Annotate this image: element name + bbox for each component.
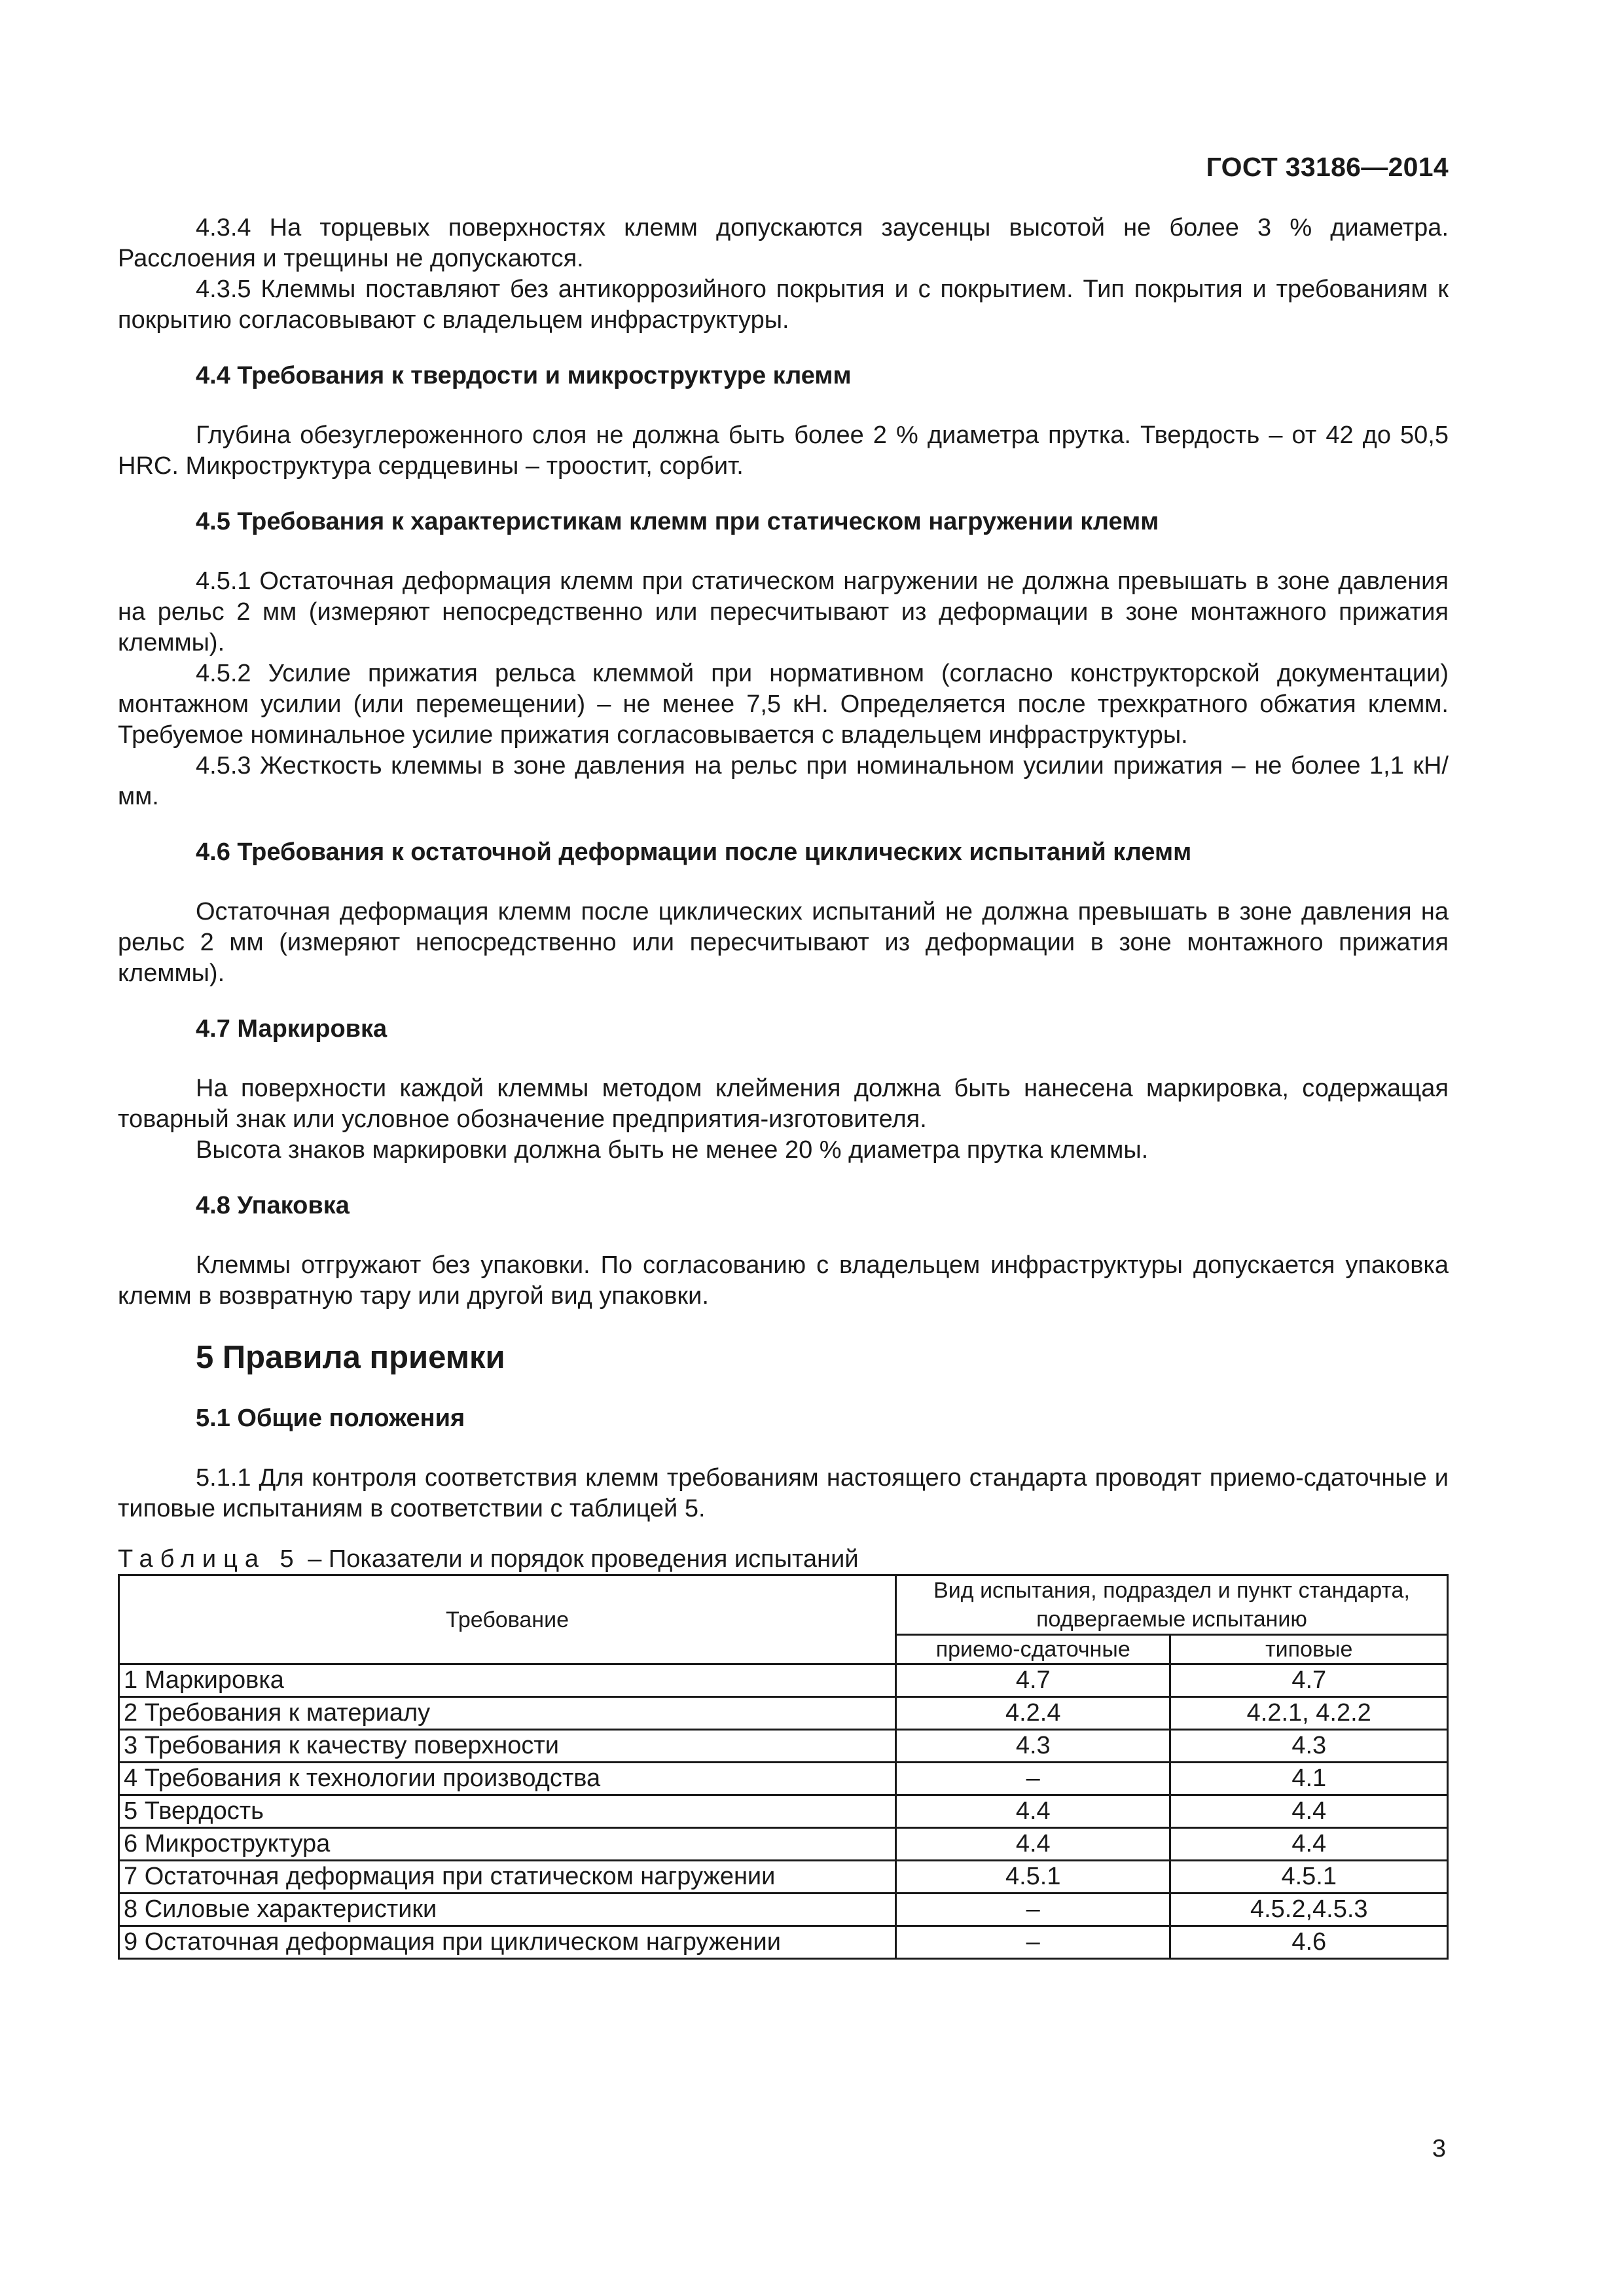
requirement-cell: 2 Требования к материалу xyxy=(119,1697,896,1730)
type-cell: 4.6 xyxy=(1170,1926,1448,1959)
acceptance-cell: 4.4 xyxy=(896,1828,1170,1861)
page-number: 3 xyxy=(1432,2135,1446,2162)
document-body xyxy=(118,213,1449,1960)
header-requirement: Требование xyxy=(119,1575,896,1664)
paragraph: Клеммы отгружают без упаковки. По согласованию с владельцем инфраструктуры допускается упаковка клемм в возвратную тару или другой вид упаковки. xyxy=(118,1251,1449,1310)
paragraph: Глубина обезуглероженного слоя не должна быть более 2 % диаметра прутка. Твердость – от 42 до 50,5 HRC. Микроструктура сердцевины – троостит, сорбит. xyxy=(118,422,1449,480)
acceptance-cell: 4.7 xyxy=(896,1664,1170,1697)
table-row xyxy=(119,1926,1448,1959)
paragraph: 4.5.2 Усилие прижатия рельса клеммой при нормативном (согласно конструкторской документации) монтажном усилии (или перемещении) – не менее 7,5 кН. Определяется после трехкратного обжатия клемм. Требуемое номинальное усилие прижатия согласовывается с владельцем инфраструктуры. xyxy=(118,660,1449,749)
acceptance-cell: – xyxy=(896,1893,1170,1926)
requirement-cell: 8 Силовые характеристики xyxy=(119,1893,896,1926)
requirement-cell: 5 Твердость xyxy=(119,1795,896,1828)
requirement-cell: 6 Микроструктура xyxy=(119,1828,896,1861)
table-row xyxy=(119,1763,1448,1795)
table-row xyxy=(119,1893,1448,1926)
acceptance-cell: 4.4 xyxy=(896,1795,1170,1828)
table-body xyxy=(119,1664,1448,1959)
acceptance-cell: – xyxy=(896,1926,1170,1959)
table-caption xyxy=(118,1545,1449,1573)
table-row xyxy=(119,1730,1448,1763)
type-cell: 4.7 xyxy=(1170,1664,1448,1697)
subsection-heading: 4.6 Требования к остаточной деформации после циклических испытаний клемм xyxy=(196,838,1192,866)
table-header-row xyxy=(119,1575,1448,1635)
type-cell: 4.5.1 xyxy=(1170,1861,1448,1893)
paragraph: 4.3.4 На торцевых поверхностях клемм допускаются заусенцы высотой не более 3 % диаметра. Расслоения и трещины не допускаются. xyxy=(118,214,1449,272)
subsection-heading: 4.7 Маркировка xyxy=(196,1015,388,1043)
header-test-type-group: Вид испытания, подраздел и пункт стандарта, подвергаемые испытанию xyxy=(896,1575,1448,1635)
requirement-cell: 7 Остаточная деформация при статическом нагружении xyxy=(119,1861,896,1893)
requirement-cell: 9 Остаточная деформация при циклическом нагружении xyxy=(119,1926,896,1959)
header-acceptance: приемо-сдаточные xyxy=(896,1635,1170,1664)
table-row xyxy=(119,1697,1448,1730)
subsection-heading: 4.5 Требования к характеристикам клемм при статическом нагружении клемм xyxy=(196,508,1159,535)
header-type: типовые xyxy=(1170,1635,1448,1664)
requirement-cell: 4 Требования к технологии производства xyxy=(119,1763,896,1795)
acceptance-cell: 4.3 xyxy=(896,1730,1170,1763)
type-cell: 4.1 xyxy=(1170,1763,1448,1795)
acceptance-cell: 4.2.4 xyxy=(896,1697,1170,1730)
type-cell: 4.3 xyxy=(1170,1730,1448,1763)
paragraph: 4.3.5 Клеммы поставляют без антикоррозийного покрытия и с покрытием. Тип покрытия и требованиям к покрытию согласовывают с владельцем инфраструктуры. xyxy=(118,276,1449,334)
table-row xyxy=(119,1795,1448,1828)
type-cell: 4.2.1, 4.2.2 xyxy=(1170,1697,1448,1730)
table-caption-label: Таблица 5 xyxy=(118,1545,301,1573)
subsection-heading: 4.8 Упаковка xyxy=(196,1192,350,1219)
table-row xyxy=(119,1861,1448,1893)
paragraph: Остаточная деформация клемм после циклических испытаний не должна превышать в зоне давления на рельс 2 мм (измеряют непосредственно или пересчитывают из деформации в зоне монтажного прижатия клеммы). xyxy=(118,898,1449,987)
paragraph: Высота знаков маркировки должна быть не менее 20 % диаметра прутка клеммы. xyxy=(196,1136,1149,1164)
table-row xyxy=(119,1664,1448,1697)
paragraph: 4.5.3 Жесткость клеммы в зоне давления на рельс при номинальном усилии прижатия – не более 1,1 кН/мм. xyxy=(118,752,1449,810)
table-caption-text: – Показатели и порядок проведения испытаний xyxy=(300,1545,859,1573)
subsection-heading: 4.4 Требования к твердости и микроструктуре клемм xyxy=(196,362,852,389)
document-code: ГОСТ 33186—2014 xyxy=(1206,152,1449,182)
section-heading: 5 Правила приемки xyxy=(196,1340,505,1375)
table-row xyxy=(119,1828,1448,1861)
type-cell: 4.4 xyxy=(1170,1828,1448,1861)
type-cell: 4.4 xyxy=(1170,1795,1448,1828)
acceptance-cell: – xyxy=(896,1763,1170,1795)
subsection-heading: 5.1 Общие положения xyxy=(196,1405,465,1432)
text-blocks xyxy=(118,213,1449,1524)
paragraph: 4.5.1 Остаточная деформация клемм при статическом нагружении не должна превышать в зоне давления на рельс 2 мм (измеряют непосредственно или пересчитывают из деформации в зоне монтажного прижатия клеммы). xyxy=(118,567,1449,656)
tests-table xyxy=(118,1574,1449,1960)
paragraph: На поверхности каждой клеммы методом клеймения должна быть нанесена маркировка, содержащая товарный знак или условное обозначение предприятия-изготовителя. xyxy=(118,1075,1449,1133)
requirement-cell: 1 Маркировка xyxy=(119,1664,896,1697)
acceptance-cell: 4.5.1 xyxy=(896,1861,1170,1893)
type-cell: 4.5.2,4.5.3 xyxy=(1170,1893,1448,1926)
paragraph: 5.1.1 Для контроля соответствия клемм требованиям настоящего стандарта проводят приемо-сдаточные и типовые испытаниям в соответствии с таблицей 5. xyxy=(118,1464,1449,1522)
requirement-cell: 3 Требования к качеству поверхности xyxy=(119,1730,896,1763)
